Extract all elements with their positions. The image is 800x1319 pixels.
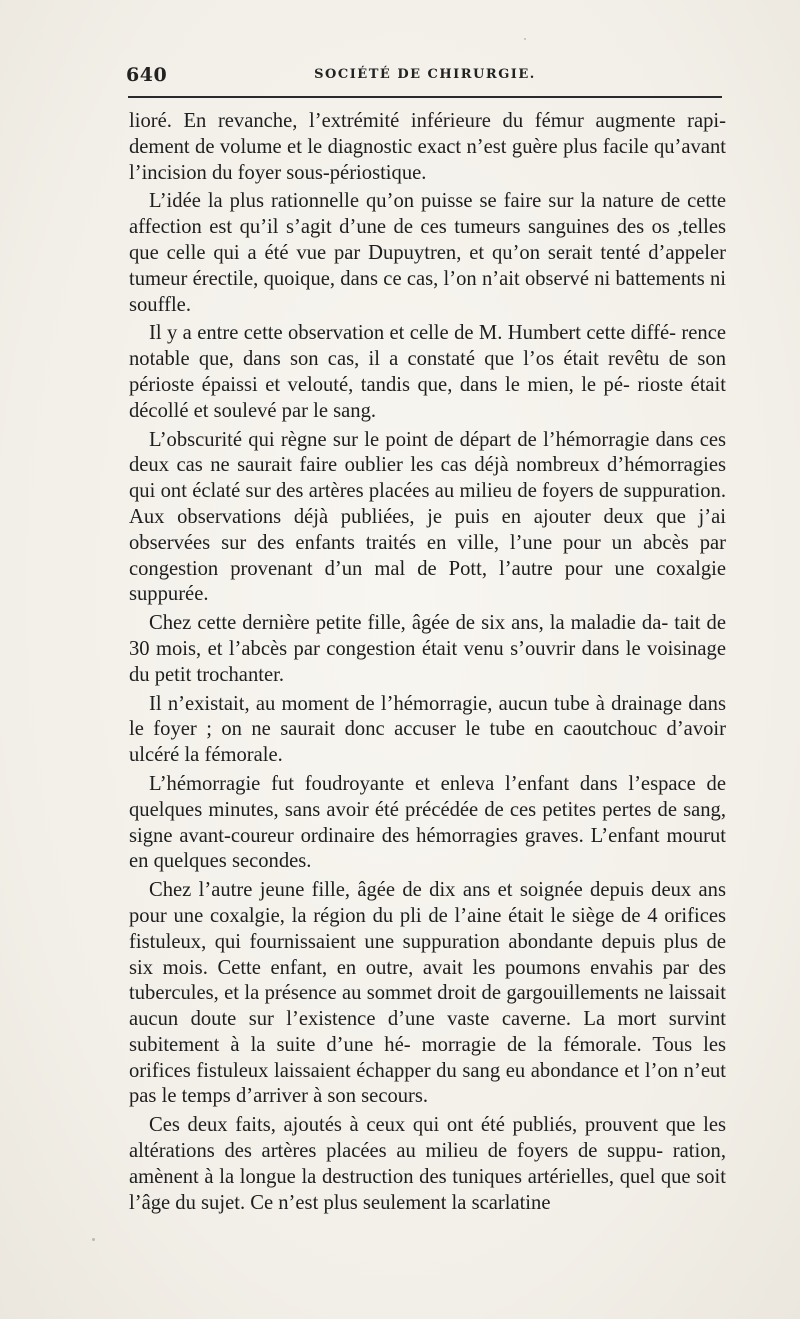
paragraph: Ces deux faits, ajoutés à ceux qui ont été publiés, prouvent que les altérations des artères placées au milieu de foyers de suppu- ration, amènent à la longue la destruction des tuniques artérielles, quel que soit l’âge du sujet. Ce n’est plus seulement la scarlatine [129, 1114, 726, 1214]
paragraph: lioré. En revanche, l’extrémité inférieure du fémur augmente rapi- dement de volume et le diagnostic exact n’est guère plus facile qu’avant l’incision du foyer sous-périostique. [129, 110, 726, 184]
paragraph: Chez l’autre jeune fille, âgée de dix ans et soignée depuis deux ans pour une coxalgie, la région du pli de l’aine était le siège de 4 orifices fistuleux, qui fournissaient une suppuration abondante depuis plus de six mois. Cette enfant, en outre, avait les poumons envahis par des tubercules, et la présence au sommet droit de gargouillements ne laissait aucun doute sur l’existence d’une vaste caverne. La mort survint subitement à la suite d’une hé- morragie de la fémorale. Tous les orifices fistuleux laissaient échapper du sang eu abondance et l’on n’eut pas le temps d’arriver à son secours. [129, 879, 726, 1108]
page-number: 640 [126, 64, 168, 86]
paragraph: L’hémorragie fut foudroyante et enleva l’enfant dans l’espace de quelques minutes, sans avoir été précédée de ces petites pertes de sang, signe avant-coureur ordinaire des hémorragies graves. L’enfant mourut en quelques secondes. [129, 772, 726, 873]
paper-speck [524, 38, 526, 40]
paragraph: L’idée la plus rationnelle qu’on puisse se faire sur la nature de cette affection est qu’il s’agit d’une de ces tumeurs sanguines des os ,telles que celle qui a été vue par Dupuytren, et qu’on serait tenté d’appeler tumeur érectile, quoique, dans ce cas, l’on n’ait observé ni battements ni souffle. [129, 190, 726, 316]
paragraph: Chez cette dernière petite fille, âgée de six ans, la maladie da- tait de 30 mois, et l’abcès par congestion était venu s’ouvrir dans le voisinage du petit trochanter. [129, 612, 726, 686]
paper-speck [92, 1238, 95, 1241]
header-rule [128, 96, 722, 98]
paragraph: Il y a entre cette observation et celle de M. Humbert cette diffé- rence notable que, dans son cas, il a constaté que l’os était revêtu de son périoste épaissi et velouté, tandis que, dans le mien, le pé- rioste était décollé et soulevé par le sang. [129, 322, 726, 422]
page-header [126, 64, 724, 94]
paragraph: L’obscurité qui règne sur le point de départ de l’hémorragie dans ces deux cas ne saurait faire oublier les cas déjà nombreux d’hémorragies qui ont éclaté sur des artères placées au milieu de foyers de suppuration. Aux observations déjà publiées, je puis en ajouter deux que j’ai observées sur des enfants traités en ville, l’une pour un abcès par congestion provenant d’un mal de Pott, l’autre pour une coxalgie suppurée. [129, 428, 726, 606]
paragraph: Il n’existait, au moment de l’hémorragie, aucun tube à drainage dans le foyer ; on ne saurait donc accuser le tube en caoutchouc d’avoir ulcéré la fémorale. [129, 692, 726, 767]
running-title: SOCIÉTÉ DE CHIRURGIE. [314, 67, 536, 82]
body-text [129, 109, 726, 1219]
